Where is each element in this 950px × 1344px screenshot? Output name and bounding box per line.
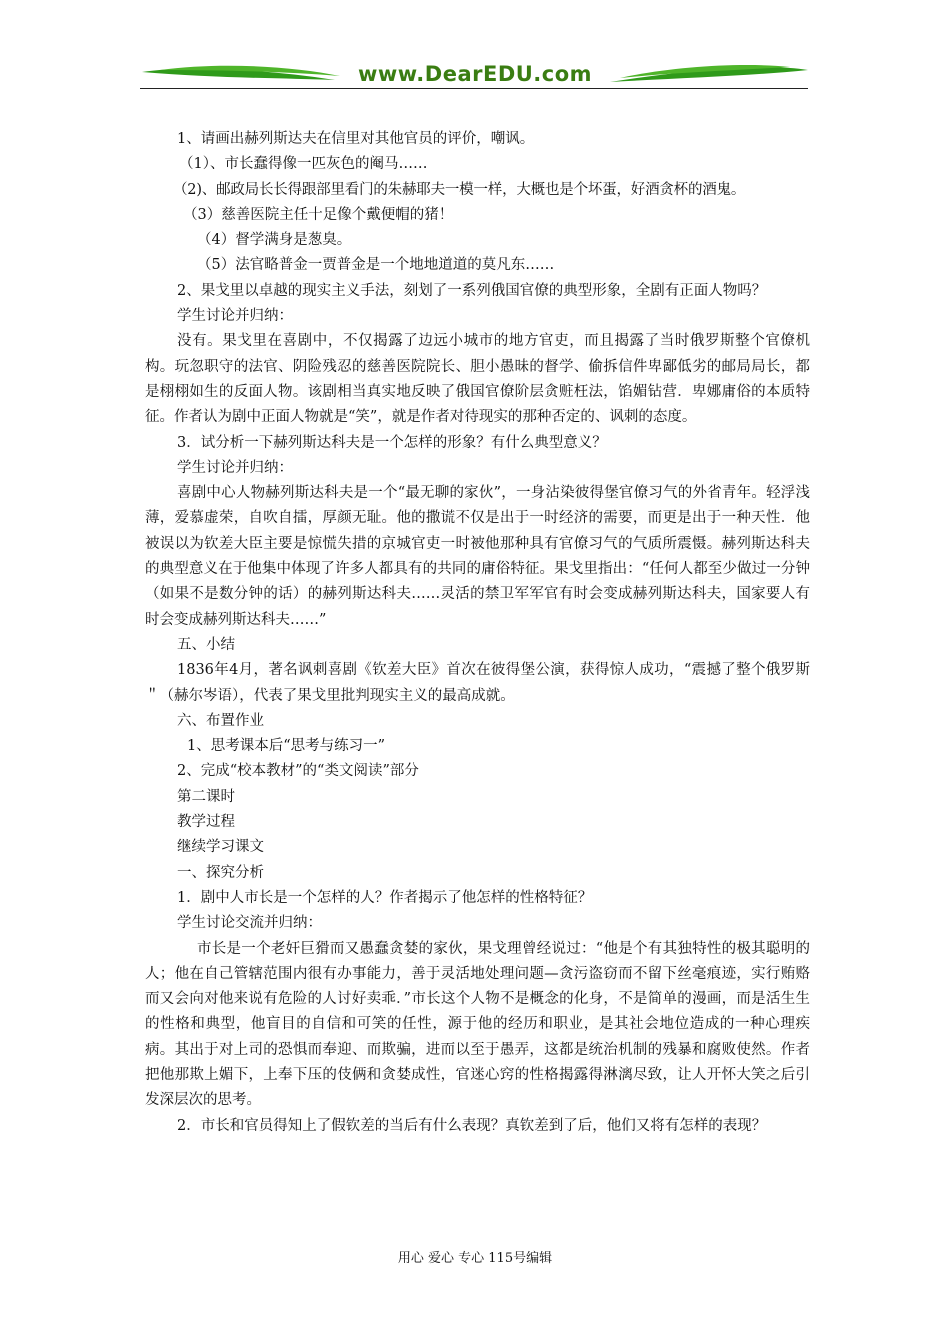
page-footer: 用心 爱心 专心 115号编辑: [397, 1251, 553, 1266]
section-heading: 教学过程: [177, 814, 235, 831]
paragraph: 3．试分析一下赫列斯达科夫是一个怎样的形象？有什么典型意义？: [177, 434, 607, 451]
header-divider: [140, 88, 808, 89]
paragraph: 学生讨论并归纳：: [177, 308, 293, 325]
section-heading: 六、布置作业: [177, 712, 264, 729]
paragraph: 2、果戈里以卓越的现实主义手法，刻划了一系列俄国官僚的典型形象，全剧有正面人物吗？: [177, 282, 767, 299]
site-logo-text[interactable]: www.DearEDU.com: [357, 62, 593, 86]
paragraph: 没有。果戈里在喜剧中，不仅揭露了边远小城市的地方官吏，而且揭露了当时俄罗斯整个官僚机构。玩忽职守的法官、阴险残忍的慈善医院院长、胆小愚昧的督学、偷拆信件卑鄙低劣的邮局局长，都是栩栩如生的反面人物。该剧相当真实地反映了俄国官僚阶层贪赃枉法，馅媚钻营．卑娜庸俗的本质特征。作者认为剧中正面人物就是“笑”，就是作者对待现实的那种否定的、讽刺的态度。: [145, 333, 810, 426]
paragraph: （2)、邮政局长长得跟部里看门的朱赫耶夫一模一样，大概也是个坏蛋，好酒贪杯的酒鬼。: [173, 181, 746, 198]
paragraph: 1、请画出赫列斯达夫在信里对其他官员的评价，嘲讽。: [177, 131, 535, 147]
paragraph: （5）法官略普金一贾普金是一个地地道道的莫凡东……: [197, 257, 555, 274]
document-body: [145, 127, 810, 1139]
paragraph: 学生讨论交流并归纳：: [177, 915, 322, 932]
section-heading: 五、小结: [177, 636, 235, 653]
paragraph: （3）慈善医院主任十足像个戴便帽的猪！: [183, 206, 454, 223]
paragraph: 2、完成“校本教材”的“类文阅读”部分: [177, 763, 419, 780]
section-heading: 第二课时: [177, 788, 235, 805]
section-heading: 一、探究分析: [177, 864, 264, 881]
paragraph: （1）、市长蠢得像一匹灰色的阉马……: [179, 156, 428, 173]
site-header: [140, 58, 810, 98]
paragraph: 喜剧中心人物赫列斯达科夫是一个“最无聊的家伙”，一身沾染彼得堡官僚习气的外省青年。轻浮浅薄，爱慕虚荣，自吹自擂，厚颜无耻。他的撒谎不仅是出于一时经济的需要，而更是出于一种天性．他被误以为钦差大臣主要是惊慌失措的京城官吏一时被他那种具有官僚习气的气质所震慑。赫列斯达科夫的典型意义在于他集中体现了许多人都具有的共同的庸俗特征。果戈里指出：“任何人都至少做过一分钟（如果不是数分钟的话）的赫列斯达科夫……灵活的禁卫军军官有时会变成赫列斯达科夫，国家要人有时会变成赫列斯达科夫……”: [145, 485, 810, 628]
paragraph: （4）督学满身是葱臭。: [197, 232, 352, 249]
paragraph: 学生讨论并归纳：: [177, 459, 293, 476]
paragraph: 2．市长和官员得知上了假钦差的当后有什么表现？真钦差到了后，他们又将有怎样的表现？: [177, 1117, 767, 1134]
paragraph: 1836年4月，著名讽刺喜剧《钦差大臣》首次在彼得堡公演，获得惊人成功，“震撼了整个俄罗斯＂（赫尔岑语），代表了果戈里批判现实主义的最高成就。: [145, 662, 810, 704]
paragraph: 继续学习课文: [177, 839, 264, 856]
paragraph: 1、思考课本后“思考与练习一”: [187, 738, 386, 755]
paragraph: 1．剧中人市长是一个怎样的人？作者揭示了他怎样的性格特征？: [177, 889, 593, 906]
paragraph: 市长是一个老奸巨猾而又愚蠢贪婪的家伙，果戈理曾经说过：“他是个有其独特性的极其聪明的人；他在自己管辖范围内很有办事能力，善于灵活地处理问题—贪污盗窃而不留下丝毫痕迹，实行贿赂而又会向对他来说有危险的人讨好卖乖．”市长这个人物不是概念的化身，不是简单的漫画，而是活生生的性格和典型，他盲目的自信和可笑的任性，源于他的经历和职业，是其社会地位造成的一种心理疾病。其出于对上司的恐惧而奉迎、而欺骗，进而以至于愚弄，这都是统治机制的残暴和腐败使然。作者把他那欺上媚下，上奉下压的伎俩和贪婪成性，官迷心窍的性格揭露得淋漓尽致，让人开怀大笑之后引发深层次的思考。: [145, 940, 810, 1109]
